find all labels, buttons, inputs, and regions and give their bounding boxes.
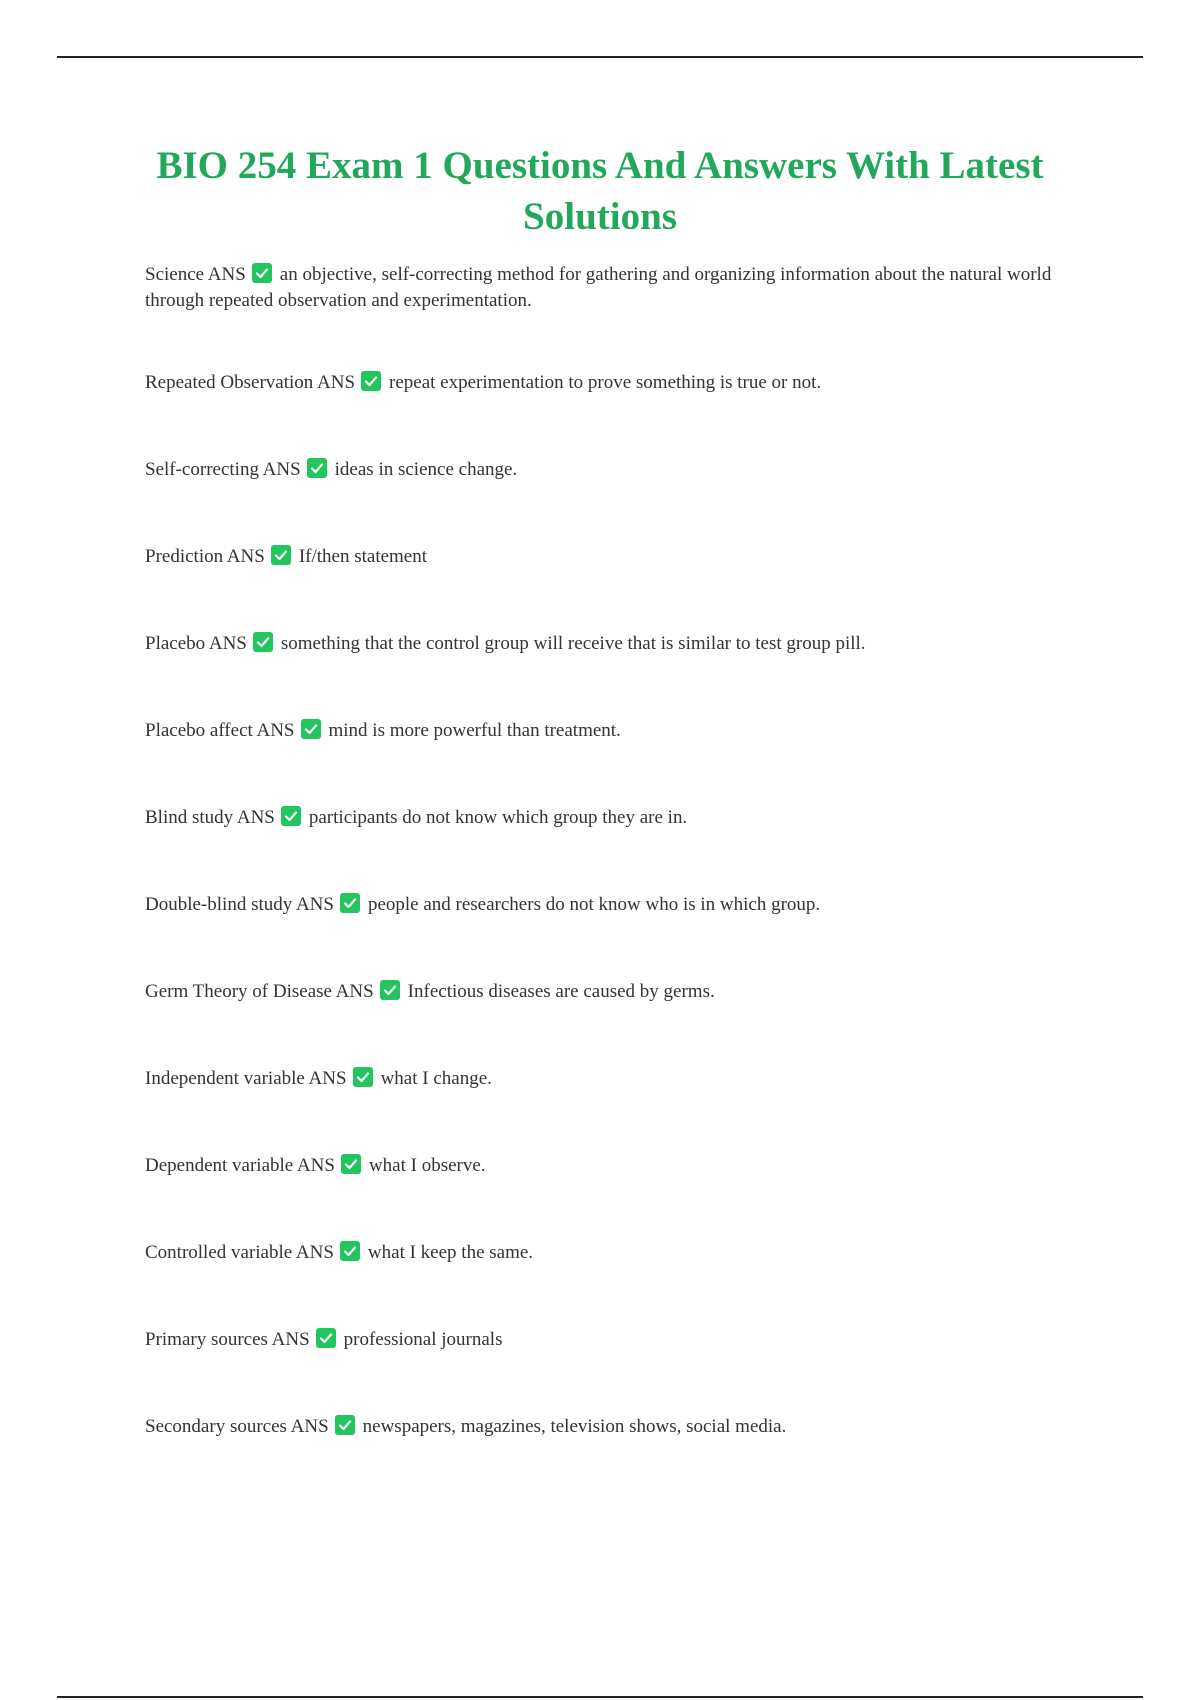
entry-answer: people and researchers do not know who is in which group. xyxy=(367,894,821,915)
entry-term: Self-correcting ANS xyxy=(145,459,301,480)
entry xyxy=(145,457,1070,483)
check-mark-icon xyxy=(341,1154,361,1174)
entry-term: Science ANS xyxy=(145,264,246,285)
entry-answer: ideas in science change. xyxy=(334,459,518,480)
entry-list xyxy=(145,262,1070,1440)
entry-term: Repeated Observation ANS xyxy=(145,372,356,393)
top-rule xyxy=(57,56,1143,58)
entry xyxy=(145,718,1070,744)
entry-answer: Infectious diseases are caused by germs. xyxy=(407,981,715,1002)
check-mark-icon xyxy=(307,458,327,478)
entry-answer: participants do not know which group they are in. xyxy=(308,807,688,828)
entry-term: Dependent variable ANS xyxy=(145,1155,335,1176)
check-mark-icon xyxy=(271,545,291,565)
entry xyxy=(145,892,1070,918)
check-mark-icon xyxy=(353,1067,373,1087)
entry xyxy=(145,979,1070,1005)
entry-answer: an objective, self-correcting method for gathering and organizing information about the natural world through repeated observation and experimentation. xyxy=(145,264,1052,311)
entry-term: Prediction ANS xyxy=(145,546,265,567)
check-mark-icon xyxy=(316,1328,336,1348)
entry-answer: something that the control group will receive that is similar to test group pill. xyxy=(280,633,866,654)
check-mark-icon xyxy=(340,893,360,913)
bottom-rule xyxy=(57,1696,1143,1698)
entry-answer: what I change. xyxy=(380,1068,492,1089)
entry-answer: what I observe. xyxy=(368,1155,486,1176)
entry xyxy=(145,544,1070,570)
entry-answer: If/then statement xyxy=(298,546,428,567)
entry-answer: repeat experimentation to prove something is true or not. xyxy=(389,372,822,393)
entry-term: Blind study ANS xyxy=(145,807,275,828)
check-mark-icon xyxy=(253,632,273,652)
entry xyxy=(145,631,1070,657)
entry-term: Independent variable ANS xyxy=(145,1068,347,1089)
check-mark-icon xyxy=(380,980,400,1000)
check-mark-icon xyxy=(281,806,301,826)
entry-answer: professional journals xyxy=(343,1329,503,1350)
entry xyxy=(145,1240,1070,1266)
entry xyxy=(145,1066,1070,1092)
entry-term: Primary sources ANS xyxy=(145,1329,310,1350)
entry-term: Secondary sources ANS xyxy=(145,1416,329,1437)
check-mark-icon xyxy=(340,1241,360,1261)
entry xyxy=(145,370,1070,396)
check-mark-icon xyxy=(252,263,272,283)
entry-term: Placebo affect ANS xyxy=(145,720,295,741)
entry-answer: what I keep the same. xyxy=(367,1242,534,1263)
entry xyxy=(145,805,1070,831)
check-mark-icon xyxy=(361,371,381,391)
entry-term: Germ Theory of Disease ANS xyxy=(145,981,374,1002)
entry-answer: newspapers, magazines, television shows, social media. xyxy=(362,1416,787,1437)
entry xyxy=(145,1327,1070,1353)
entry-term: Double-blind study ANS xyxy=(145,894,334,915)
entry xyxy=(145,1153,1070,1179)
entry xyxy=(145,1414,1070,1440)
entry-answer: mind is more powerful than treatment. xyxy=(328,720,621,741)
entry-term: Placebo ANS xyxy=(145,633,247,654)
check-mark-icon xyxy=(301,719,321,739)
document-title: BIO 254 Exam 1 Questions And Answers With Latest Solutions xyxy=(156,144,1044,238)
check-mark-icon xyxy=(335,1415,355,1435)
entry xyxy=(145,262,1070,314)
entry-term: Controlled variable ANS xyxy=(145,1242,334,1263)
